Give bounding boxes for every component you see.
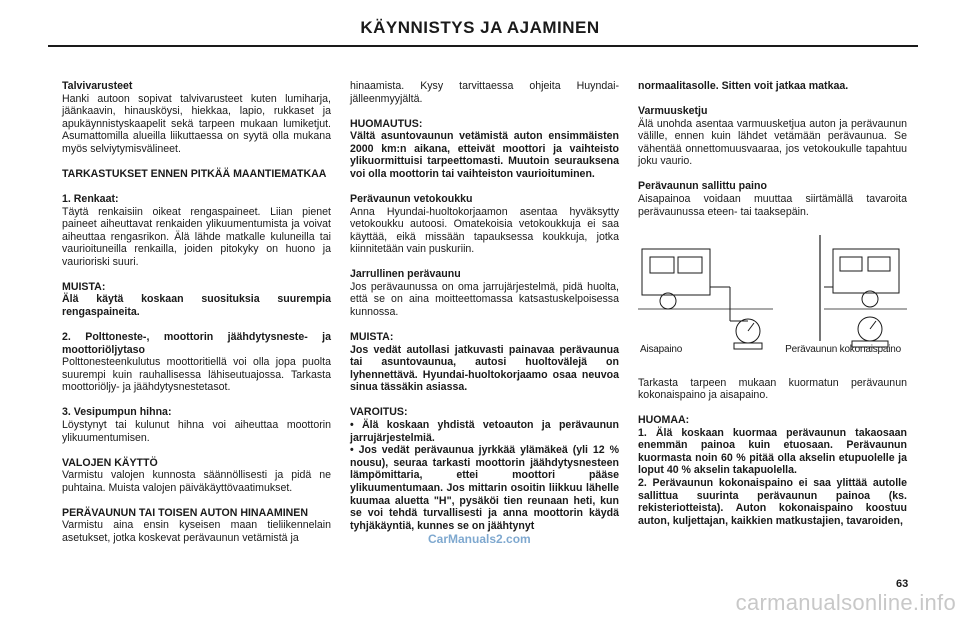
section-heading: Talvivarusteet (62, 80, 133, 92)
section-heading: MUISTA: (350, 331, 394, 344)
column-1 (62, 80, 331, 557)
column-3 (638, 80, 907, 540)
text-section (638, 80, 907, 93)
text-section (62, 331, 331, 394)
trailer-body-left (642, 249, 710, 295)
body-paragraph: Tarkasta tarpeen mukaan kuormatun perävaunun kokonaispaino ja aisapaino. (638, 376, 907, 402)
figure-label-total-weight: Perävaunun kokonaispaino (785, 343, 901, 355)
body-paragraph: Hanki autoon sopivat talvivarusteet kuten lumiharja, jäänkaavin, hinausköysi, hiekkaa, lapio, rukkaset ja apukäynnistyskaapelit sekä tarpeen mukaan lumiketjut. Asumattomilla alueilla liikuttaessa on syytä olla mukana myös selviytymisvälineet. (62, 92, 331, 155)
text-section (350, 118, 619, 181)
section-heading: Perävaunun vetokoukku (350, 192, 473, 205)
trailer-weight-figure (638, 231, 907, 363)
text-section (62, 168, 331, 181)
section-heading: Jarrullinen perävaunu (350, 268, 461, 281)
body-paragraph: Täytä renkaisiin oikeat rengaspaineet. Liian pienet paineet aiheuttavat renkaiden ylikuumentumista ja voivat aiheuttaa rengasrikon. Älä lähde matkalle kuluneilla tai vaurioituneilla renkailla, joiden pitokyky on huono ja vaurioriski suuri. (62, 205, 331, 268)
bold-paragraph: Jos vedät autollasi jatkuvasti painavaa perävaunua tai asuntovaunua, autosi huoltovälejä on lyhennettävä. Hyundai-huoltokorjaamo osaa neuvoa sinua tässäkin asiassa. (350, 343, 619, 394)
section-heading: 2. Polttoneste-, moottorin jäähdytysneste- ja moottoriöljytaso (62, 331, 331, 356)
body-paragraph: Varmistu valojen kunnosta säännöllisesti ja pidä ne puhtaina. Muista valojen päiväkäyttövaatimukset. (62, 469, 331, 494)
body-paragraph: Anna Hyundai-huoltokorjaamon asentaa hyväksytty vetokoukku autoosi. Omatekoisia vetokoukkuja ei saa käyttää, eikä missään tapauksessa koukkuja, jotka kiinnitetään vain puskuriin. (350, 205, 619, 256)
text-section (638, 180, 907, 218)
body-paragraph: hinaamista. Kysy tarvittaessa ohjeita Huyndai-jälleenmyyjältä. (350, 80, 619, 105)
text-section (638, 377, 907, 402)
body-paragraph: Polttonesteenkulutus moottoritiellä voi olla jopa puolta suurempi kuin rauhallisessa lähiseutuajossa. Tarkasta moottoriöljy- ja jäähdytysnestetasot. (62, 356, 331, 394)
section-heading: VALOJEN KÄYTTÖ (62, 456, 158, 469)
bold-paragraph: • Älä koskaan yhdistä vetoauton ja perävaunun jarrujärjestelmiä. • Jos vedät perävaunua jyrkkää ylämäkeä (yli 12 % nousu), seuraa tarkasti moottorin jäähdytysnesteen lämpömittaria, ettei moottori pääse ylikuumentumaan. Jos mittarin osoitin liikkuu lähelle kuumaa aluetta "H", pysäköi tien reunaan heti, kun se voi tehdä turvallisesti ja anna moottorin käydä tyhjäkäyntiä, kunnes se on jäähtynyt (350, 419, 619, 532)
header-divider (48, 45, 918, 47)
section-heading: PERÄVAUNUN TAI TOISEN AUTON HINAAMINEN (62, 506, 309, 519)
text-section (62, 281, 331, 319)
section-heading: TARKASTUKSET ENNEN PITKÄÄ MAANTIEMATKAA (62, 167, 327, 180)
section-heading: HUOMAA: (638, 414, 690, 427)
trailer-scale-illustration (638, 231, 907, 363)
body-paragraph: Varmistu aina ensin kyseisen maan tieliikennelain asetukset, jotka koskevat perävaunun vetämistä ja (62, 519, 331, 544)
section-heading: 1. Renkaat: (62, 192, 119, 205)
bold-paragraph: normaalitasolle. Sitten voit jatkaa matkaa. (638, 80, 849, 92)
text-section (350, 331, 619, 394)
bold-paragraph: 1. Älä koskaan kuormaa perävaunun takaosaan enemmän painoa kuin etuosaan. Perävaunun kuormasta noin 60 % pitää olla akselin etupuolelle ja loput 40 % akselin takapuolella. 2. Perävaunun kokonaispaino ei saa ylittää autolle sallittua suurinta perävaunun painoa (ks. rekisteriotteista). Auton kokonaispaino koostuu auton, kuljettajan, kaikkien matkustajien, tavaroiden, (638, 426, 907, 527)
text-section (638, 105, 907, 168)
body-paragraph: Jos perävaunussa on oma jarrujärjestelmä, pidä huolta, että se on aina moitteettomassa katsastuskelpoisessa kunnossa. (350, 280, 619, 319)
section-heading: 3. Vesipumpun hihna: (62, 406, 172, 419)
section-heading: VAROITUS: (350, 406, 408, 419)
text-section (350, 80, 619, 105)
section-heading: Varmuusketju (638, 104, 708, 117)
section-heading: Perävaunun sallittu paino (638, 180, 767, 193)
body-paragraph: Löystynyt tai kulunut hihna voi aiheuttaa moottorin ylikuumentumisen. (62, 419, 331, 444)
text-section (350, 193, 619, 256)
figure-label-drawbar-weight: Aisapaino (640, 343, 683, 355)
watermark: carmanualsonline.info (735, 590, 956, 615)
text-section (62, 406, 331, 444)
section-heading: MUISTA: (62, 280, 106, 293)
text-section (350, 406, 619, 532)
trailer-window-left (650, 257, 674, 273)
text-section (638, 414, 907, 527)
text-section (62, 457, 331, 495)
page-title: KÄYNNISTYS JA AJAMINEN (360, 18, 600, 37)
trailer-window-left-2 (678, 257, 702, 273)
bold-paragraph: Älä käytä koskaan suosituksia suurempia rengaspaineita. (62, 293, 331, 319)
text-section (350, 268, 619, 318)
column-2 (350, 80, 619, 545)
section-heading: HUOMAUTUS: (350, 117, 423, 130)
bold-paragraph: Vältä asuntovaunun vetämistä auton ensimmäisten 2000 km:n aikana, etteivät moottori ja vaihteisto ylikuormittuisi tarpeettomasti. Muutoin seurauksena voi olla moottorin tai vaihteiston vaurioituminen. (350, 130, 619, 180)
text-section (62, 507, 331, 545)
overlay-logo: CarManuals2.com (428, 532, 531, 546)
body-paragraph: Älä unohda asentaa varmuusketjua auton ja perävaunun välille, ennen kuin lähdet vetämään perävaunua. Se vähentää onnettomuusvaaraa, jos vetokoukulle tapahtuu joku vaurio. (638, 117, 907, 168)
page-number: 63 (896, 578, 909, 590)
text-section (62, 80, 331, 156)
body-paragraph: Aisapainoa voidaan muuttaa siirtämällä tavaroita perävaunussa eteen- tai taaksepäin. (638, 192, 907, 218)
text-section (62, 193, 331, 269)
